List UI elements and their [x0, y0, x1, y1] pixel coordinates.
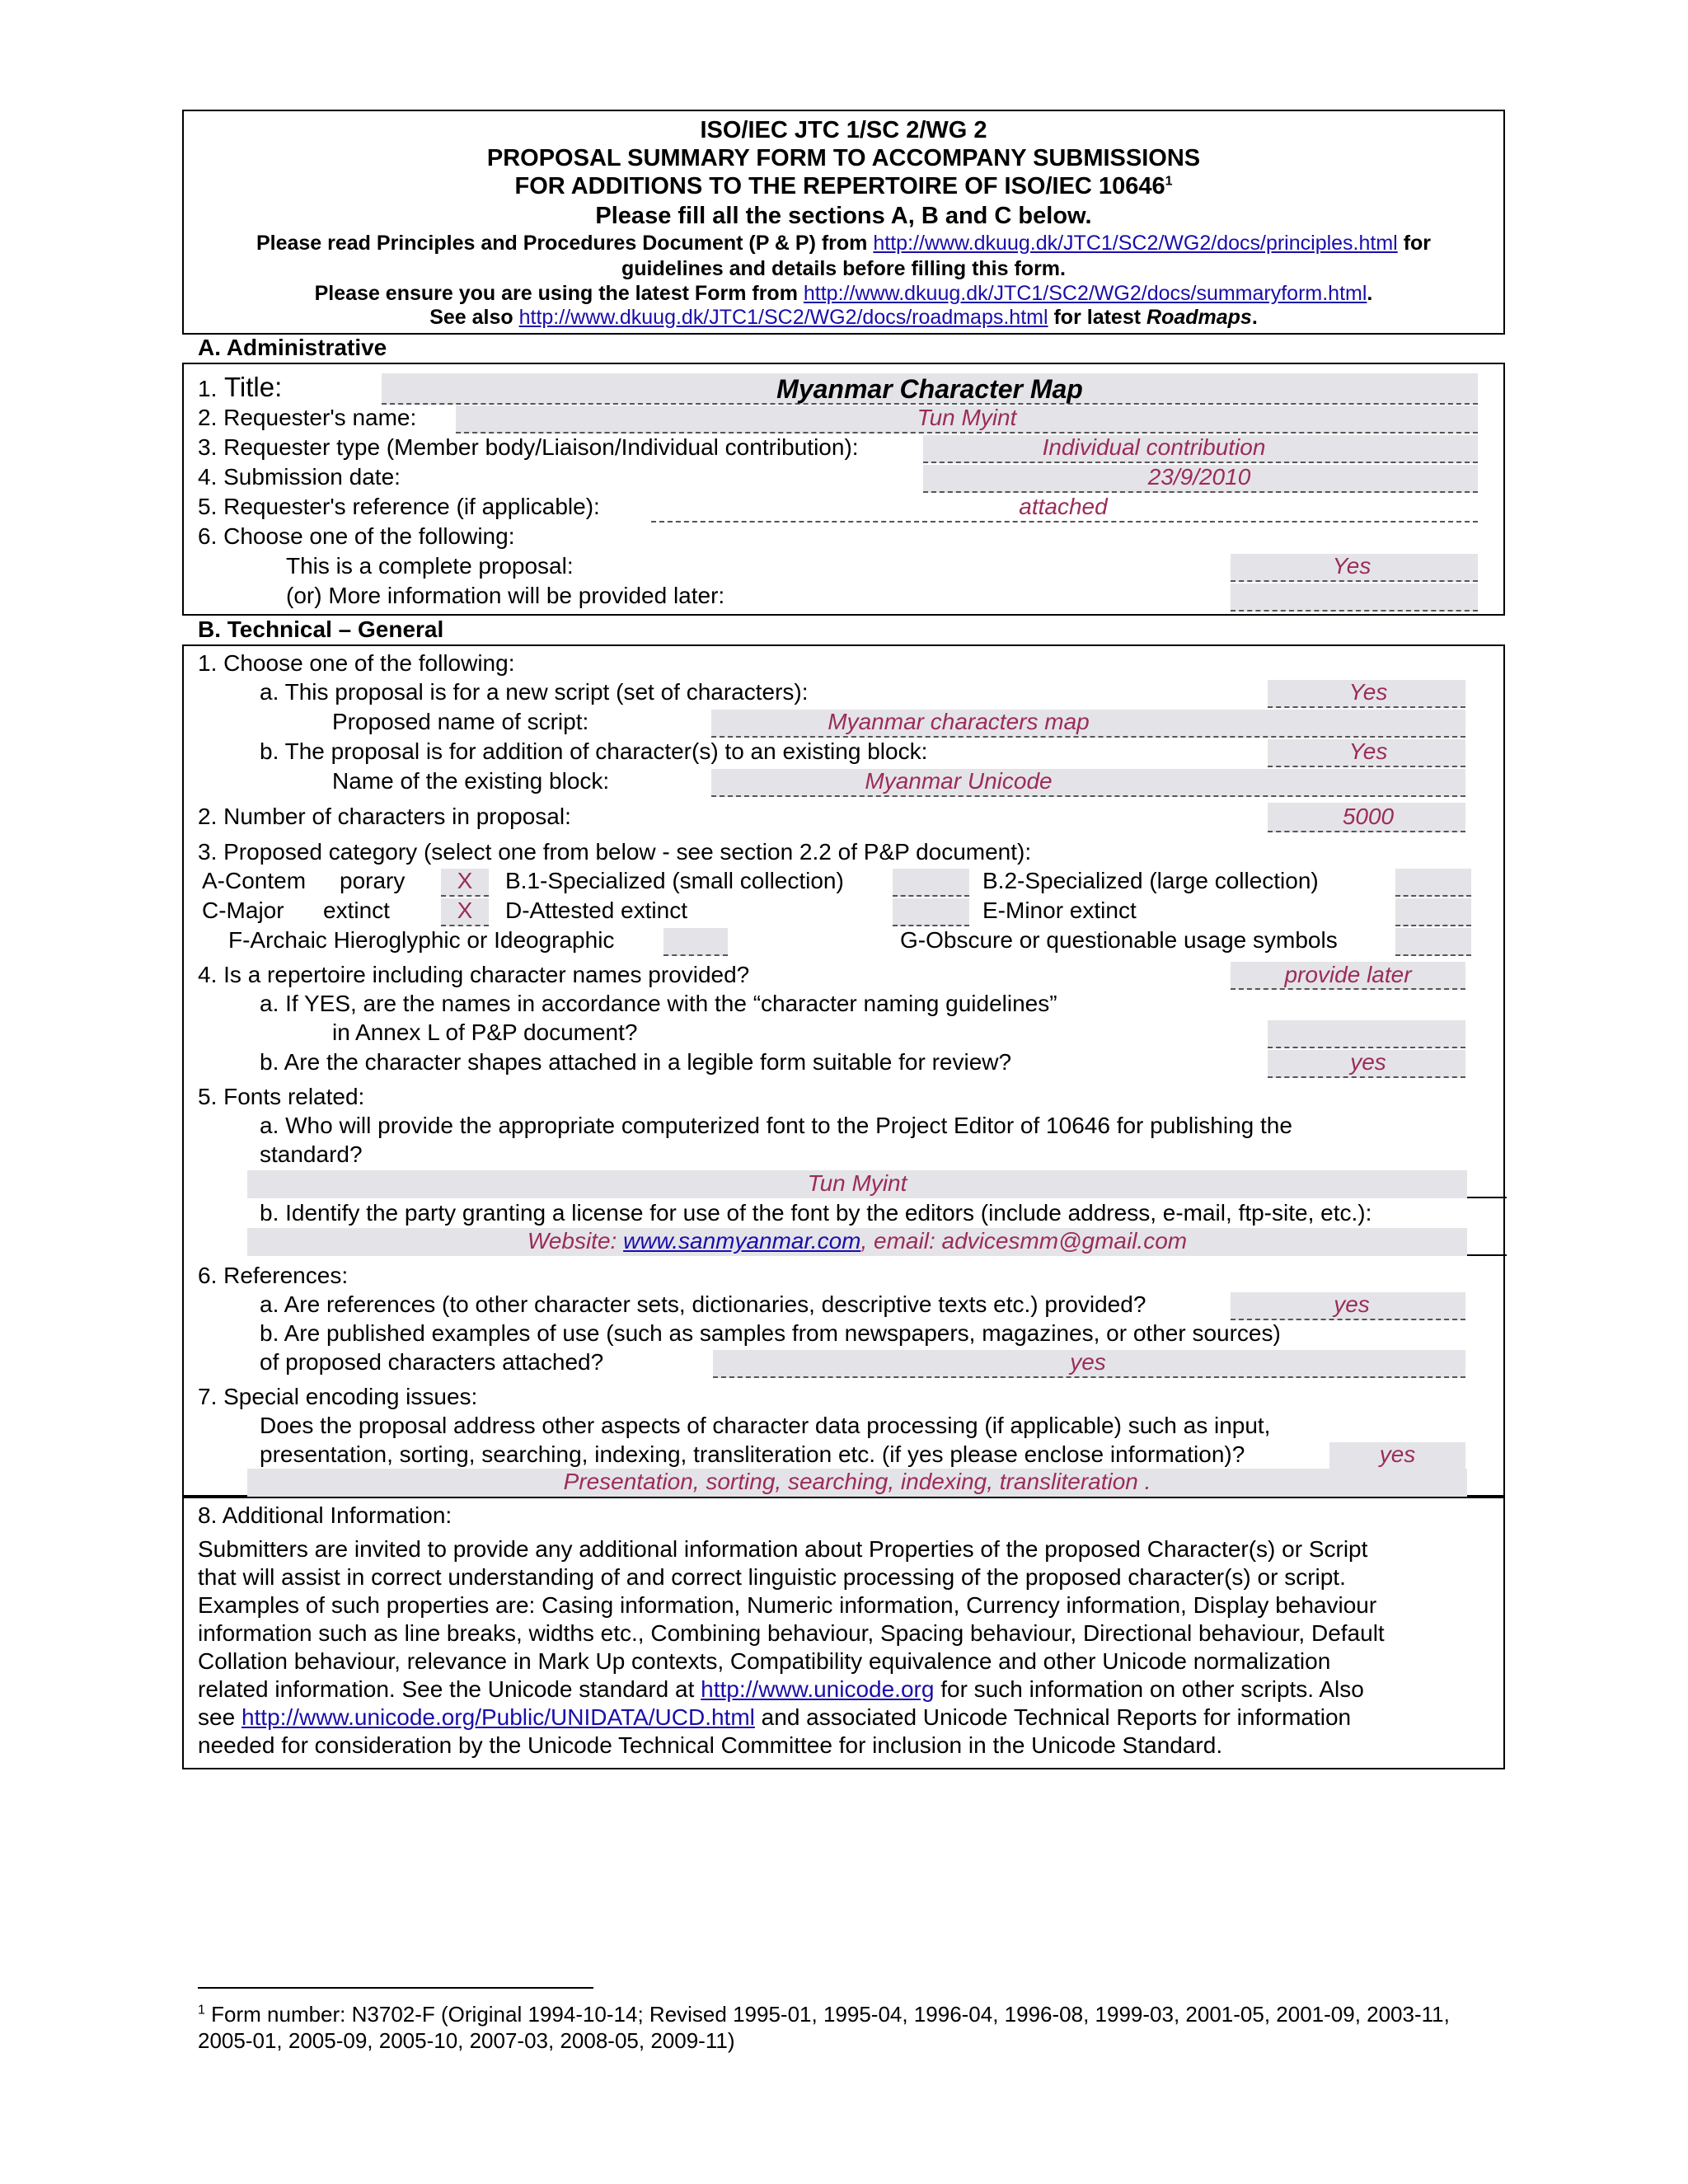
b4-value: provide later [1284, 962, 1412, 987]
complete-proposal-label: This is a complete proposal: [286, 553, 574, 579]
b4b-value: yes [1350, 1049, 1386, 1075]
header-line-5-pre: Please read Principles and Procedures Document (P & P) from [256, 232, 868, 255]
roadmaps-link[interactable]: http://www.dkuug.dk/JTC1/SC2/WG2/docs/roadmaps.html [518, 306, 1048, 329]
b4b-label: b. Are the character shapes attached in a legible form suitable for review? [260, 1049, 1012, 1075]
b6b-label-1: b. Are published examples of use (such as samples from newspapers, magazines, or other sources) [260, 1320, 1281, 1346]
b5-label: 5. Fonts related: [198, 1084, 365, 1109]
b6b-label-2: of proposed characters attached? [260, 1349, 604, 1375]
cat-d-label: D-Attested extinct [505, 898, 687, 923]
header-line-4: Please fill all the sections A, B and C below. [595, 203, 1092, 229]
footnote-mark: 1 [198, 2003, 205, 2018]
b5a-value: Tun Myint [807, 1170, 907, 1196]
header-box [182, 110, 1505, 335]
title-value: Myanmar Character Map [776, 374, 1083, 404]
header-line-5-post: for [1403, 232, 1432, 255]
more-info-label: (or) More information will be provided later: [286, 583, 725, 608]
header-line-8-end: . [1251, 306, 1258, 329]
cat-e-field[interactable] [1395, 898, 1471, 926]
footnote-separator [198, 1987, 593, 1989]
b1-label: 1. Choose one of the following: [198, 650, 515, 676]
cat-a-label-2: porary [340, 868, 406, 893]
additional-line-1: Submitters are invited to provide any additional information about Properties of the proposed Character(s) or Script [198, 1536, 1368, 1562]
footnote-ref[interactable]: 1 [1165, 174, 1173, 189]
additional-line-7-pre: see [198, 1704, 236, 1730]
complete-proposal-value: Yes [1332, 553, 1372, 579]
cat-a-value: X [457, 868, 473, 893]
cat-b2-field[interactable] [1395, 869, 1471, 897]
cat-g-field[interactable] [1395, 928, 1471, 956]
b1a-value: Yes [1348, 679, 1388, 705]
additional-line-2: that will assist in correct understanding of and correct linguistic processing of the proposed character(s) or script. [198, 1564, 1346, 1590]
section-a-heading: A. Administrative [198, 335, 387, 360]
cat-c-label-1: C-Major [202, 898, 284, 923]
b7-label-2: presentation, sorting, searching, indexing, transliteration etc. (if yes please enclose information)? [260, 1441, 1245, 1467]
header-line-8-italic: Roadmaps [1146, 306, 1252, 329]
b4a-label-1: a. If YES, are the names in accordance with the “character naming guidelines” [260, 991, 1057, 1016]
b8-label: 8. Additional Information: [198, 1502, 452, 1528]
b6a-label: a. Are references (to other character sets, dictionaries, descriptive texts etc.) provided? [260, 1291, 1146, 1317]
b1a-name-value: Myanmar characters map [828, 709, 1090, 734]
additional-line-7-post: and associated Unicode Technical Reports for information [761, 1704, 1352, 1730]
footnote-line-1 [198, 2001, 1450, 2027]
header-line-3 [184, 172, 1503, 200]
b2-label: 2. Number of characters in proposal: [198, 804, 571, 829]
header-line-7-post: . [1367, 282, 1373, 305]
b1a-label: a. This proposal is for a new script (set of characters): [260, 679, 809, 705]
footnote-line-2: 2005-01, 2005-09, 2005-10, 2007-03, 2008-05, 2009-11) [198, 2028, 735, 2053]
requester-name-label: 2. Requester's name: [198, 405, 417, 430]
header-line-8-pre: See also [429, 306, 513, 329]
b7-label: 7. Special encoding issues: [198, 1384, 478, 1409]
cat-b1-label: B.1-Specialized (small collection) [505, 868, 844, 893]
submission-date-label: 4. Submission date: [198, 464, 401, 490]
b1b-label: b. The proposal is for addition of character(s) to an existing block: [260, 738, 928, 764]
b5b-rule [1467, 1254, 1507, 1256]
b5b-label: b. Identify the party granting a license for use of the font by the editors (include address, e-mail, ftp-site, etc.): [260, 1200, 1372, 1226]
requester-type-label: 3. Requester type (Member body/Liaison/Individual contribution): [198, 434, 859, 460]
header-line-6: guidelines and details before filling this form. [621, 257, 1066, 280]
additional-line-6-pre: related information. See the Unicode standard at [198, 1676, 695, 1702]
header-line-5 [184, 230, 1503, 256]
b5b-value-pre: Website: [527, 1228, 617, 1254]
additional-line-5: Collation behaviour, relevance in Mark Up contexts, Compatibility equivalence and other Unicode normalization [198, 1648, 1331, 1674]
additional-line-7 [198, 1704, 1351, 1732]
cat-f-label: F-Archaic Hieroglyphic or Ideographic [228, 927, 615, 953]
summaryform-link[interactable]: http://www.dkuug.dk/JTC1/SC2/WG2/docs/summaryform.html [803, 282, 1367, 305]
cat-c-label-2: extinct [323, 898, 390, 923]
b5b-value [247, 1227, 1467, 1255]
b6b-value: yes [1070, 1349, 1106, 1375]
cat-d-field[interactable] [893, 898, 969, 926]
principles-link[interactable]: http://www.dkuug.dk/JTC1/SC2/WG2/docs/principles.html [873, 232, 1398, 255]
additional-line-6-post: for such information on other scripts. Also [940, 1676, 1364, 1702]
cat-c-value: X [457, 898, 473, 923]
header-line-2: PROPOSAL SUMMARY FORM TO ACCOMPANY SUBMISSIONS [486, 145, 1201, 171]
additional-line-8: needed for consideration by the Unicode Technical Committee for inclusion in the Unicode Standard. [198, 1732, 1223, 1758]
requester-name-value: Tun Myint [917, 405, 1017, 430]
header-line-3-text: FOR ADDITIONS TO THE REPERTOIRE OF ISO/IEC 10646 [514, 173, 1165, 199]
header-line-7-pre: Please ensure you are using the latest Form from [314, 282, 798, 305]
cat-f-field[interactable] [663, 928, 728, 956]
b4-label: 4. Is a repertoire including character names provided? [198, 962, 750, 987]
submission-date-value: 23/9/2010 [1147, 464, 1251, 490]
more-info-field[interactable] [1231, 583, 1478, 612]
cat-b2-label: B.2-Specialized (large collection) [982, 868, 1319, 893]
cat-b1-field[interactable] [893, 869, 969, 897]
b4a-label-2: in Annex L of P&P document? [332, 1019, 638, 1045]
b1b-name-value: Myanmar Unicode [865, 768, 1053, 794]
b6a-value: yes [1334, 1291, 1370, 1317]
header-line-8-mid: for latest [1053, 306, 1142, 329]
requester-type-value: Individual contribution [1042, 434, 1266, 460]
section-b-heading: B. Technical – General [198, 616, 444, 642]
b6-label: 6. References: [198, 1263, 349, 1288]
ucd-link[interactable]: http://www.unicode.org/Public/UNIDATA/UCD.html [241, 1704, 755, 1730]
footnote-text-1: Form number: N3702-F (Original 1994-10-14; Revised 1995-01, 1995-04, 1996-04, 1996-08, 1999-03, 2001-05, 2001-09, 2003-11, [211, 2002, 1450, 2027]
header-line-1: ISO/IEC JTC 1/SC 2/WG 2 [700, 117, 987, 143]
b5a-label-2: standard? [260, 1141, 363, 1167]
cat-a-label-1: A-Contem [202, 868, 307, 893]
b1b-value: Yes [1348, 738, 1388, 764]
additional-line-4: information such as line breaks, widths etc., Combining behaviour, Spacing behaviour, Directional behaviour, Default [198, 1620, 1385, 1646]
header-line-7 [184, 280, 1503, 307]
b5b-value-post: , email: advicesmm@gmail.com [860, 1228, 1188, 1254]
b2-value: 5000 [1342, 804, 1395, 829]
b1a-name-label: Proposed name of script: [332, 709, 589, 734]
title-label: Title: [224, 372, 283, 402]
b7-label-1: Does the proposal address other aspects of character data processing (if applicable) such as input, [260, 1413, 1271, 1438]
cat-e-label: E-Minor extinct [982, 898, 1137, 923]
cat-g-label: G-Obscure or questionable usage symbols [900, 927, 1338, 953]
additional-line-3: Examples of such properties are: Casing information, Numeric information, Currency information, Display behaviour [198, 1592, 1377, 1618]
b5a-label-1: a. Who will provide the appropriate computerized font to the Project Editor of 10646 for publishing the [260, 1113, 1292, 1138]
b7-detail-value: Presentation, sorting, searching, indexing, transliteration . [563, 1469, 1151, 1494]
sanmyanmar-link[interactable]: www.sanmyanmar.com [623, 1228, 861, 1254]
header-line-8 [184, 304, 1503, 330]
additional-line-6 [198, 1675, 1364, 1704]
b7-value: yes [1379, 1441, 1416, 1467]
title-num: 1. [198, 376, 218, 401]
b5a-rule [1467, 1197, 1507, 1198]
b4a-field[interactable] [1268, 1020, 1465, 1048]
requester-reference-value: attached [1019, 494, 1108, 519]
b3-label: 3. Proposed category (select one from below - see section 2.2 of P&P document): [198, 839, 1032, 865]
b1b-name-label: Name of the existing block: [332, 768, 610, 794]
requester-reference-label: 5. Requester's reference (if applicable): [198, 494, 600, 519]
unicode-link[interactable]: http://www.unicode.org [701, 1676, 935, 1702]
choose-one-label: 6. Choose one of the following: [198, 523, 515, 549]
